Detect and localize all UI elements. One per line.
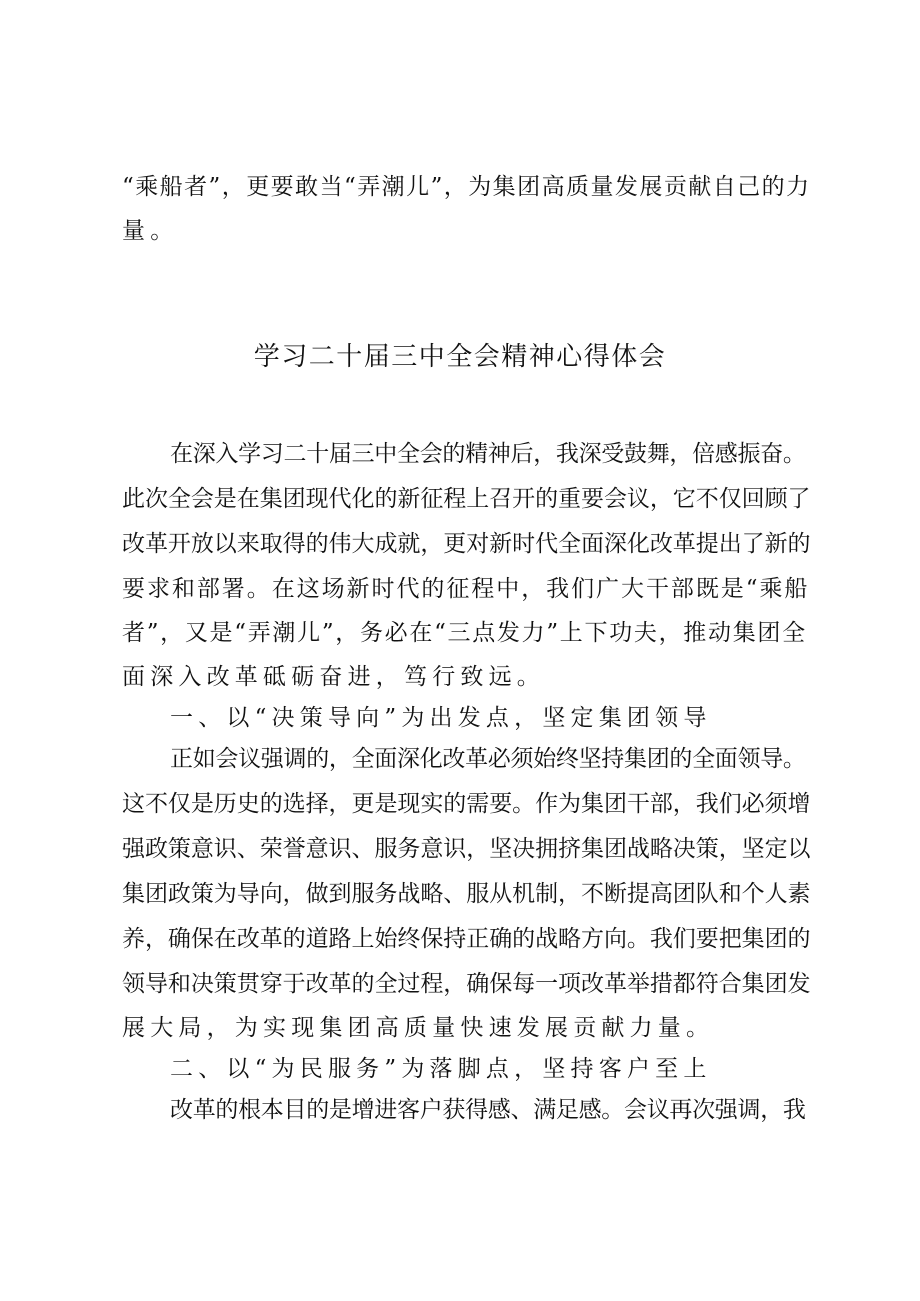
body-line-8: 这不仅是历史的选择，更是现实的需要。作为集团干部，我们必须增 (122, 791, 811, 817)
body-line-6: 面深入改革砥砺奋进，笃行致远。 (122, 664, 545, 690)
document-title: 学习二十届三中全会精神心得体会 (253, 342, 667, 372)
body-line-10: 集团政策为导向，做到服务战略、服从机制，不断提高团队和个人素 (122, 881, 811, 907)
body-line-9: 强政策意识、荣誉意识、服务意识，坚决拥挤集团战略决策，坚定以 (122, 836, 811, 862)
intro-line-2: 量。 (122, 218, 179, 244)
body-line-1: 在深入学习二十届三中全会的精神后，我深受鼓舞，倍感振奋。 (170, 441, 806, 467)
section-heading-1: 一、以“决策导向”为出发点，坚定集团领导 (170, 705, 712, 731)
body-line-11: 养，确保在改革的道路上始终保持正确的战略方向。我们要把集团的 (122, 926, 811, 952)
body-line-2: 此次全会是在集团现代化的新征程上召开的重要会议，它不仅回顾了 (122, 486, 811, 512)
body-line-14: 改革的根本目的是增进客户获得感、满足感。会议再次强调，我 (170, 1097, 806, 1123)
intro-line-1: “乘船者”，更要敢当“弄潮儿”，为集团高质量发展贡献自己的力 (122, 174, 811, 200)
body-line-3: 改革开放以来取得的伟大成就，更对新时代全面深化改革提出了新的 (122, 531, 811, 557)
body-line-4: 要求和部署。在这场新时代的征程中，我们广大干部既是“乘船 (122, 576, 810, 602)
body-line-5: 者”，又是“弄潮儿”，务必在“三点发力”上下功夫，推动集团全 (122, 620, 807, 646)
section-heading-2: 二、以“为民服务”为落脚点，坚持客户至上 (170, 1056, 712, 1082)
body-line-13: 展大局，为实现集团高质量快速发展贡献力量。 (122, 1015, 715, 1041)
body-line-12: 领导和决策贯穿于改革的全过程，确保每一项改革举措都符合集团发 (122, 971, 811, 997)
body-line-7: 正如会议强调的，全面深化改革必须始终坚持集团的全面领导。 (170, 746, 806, 772)
